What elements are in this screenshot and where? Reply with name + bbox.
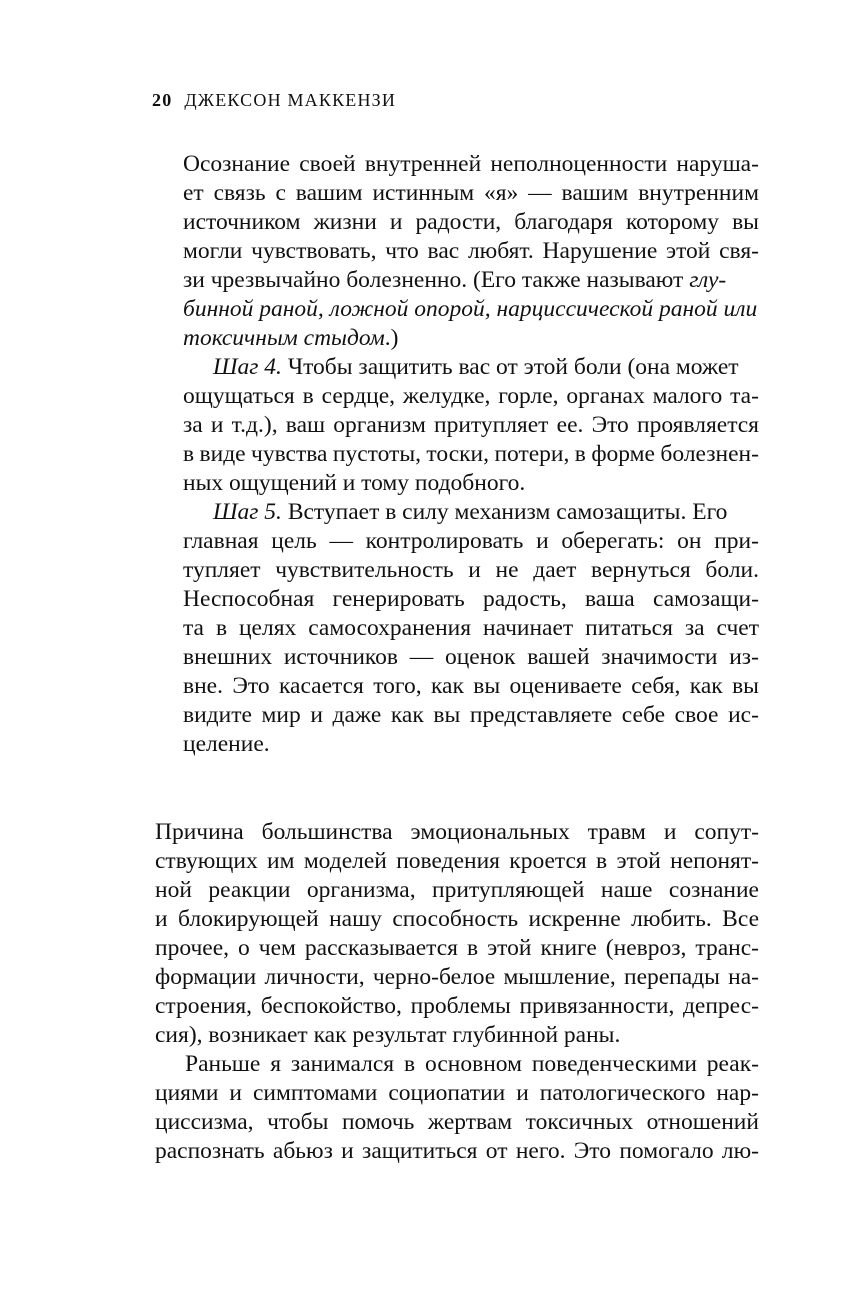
word: в: [466, 935, 479, 961]
word: чувства: [251, 441, 328, 467]
word: своей: [299, 151, 356, 177]
word: —: [528, 180, 552, 206]
word: Осознание: [183, 151, 291, 177]
word: ее.: [556, 412, 584, 438]
word: истинным: [372, 180, 475, 206]
word: вернуться: [591, 557, 691, 583]
word: транс-: [695, 935, 759, 961]
word: кроется: [509, 848, 587, 874]
word: нашу: [329, 906, 382, 932]
text-line: токсичным стыдом.): [183, 325, 399, 351]
word: жизни: [313, 209, 377, 235]
word: потери,: [494, 441, 570, 467]
word: строения,: [155, 993, 253, 1019]
word: непонят-: [670, 848, 759, 874]
word: циями: [155, 1080, 219, 1106]
word: прочее,: [155, 935, 230, 961]
word: социопатии: [388, 1080, 506, 1106]
word: в: [404, 1051, 416, 1077]
word: касается: [278, 673, 364, 699]
word: занимался: [290, 1051, 395, 1077]
author-name: ДЖЕКСОН МАККЕНЗИ: [184, 90, 397, 110]
word: притупляет: [434, 412, 549, 438]
word: перепады: [624, 964, 720, 990]
word: ваша: [584, 586, 635, 612]
word: и: [389, 209, 403, 235]
word: реакции: [208, 877, 291, 903]
word: распознать: [155, 1138, 265, 1164]
word: на-: [728, 964, 759, 990]
word: помочь: [341, 1109, 415, 1135]
word: травм: [587, 819, 646, 845]
word: реак-: [706, 1051, 759, 1077]
word: и: [210, 412, 224, 438]
word: токсичных: [525, 1109, 634, 1135]
running-header: [152, 90, 396, 111]
word: депрес-: [682, 993, 759, 1019]
word: чтобы: [267, 1109, 329, 1135]
word: вы: [732, 209, 759, 235]
word: главная: [183, 528, 259, 554]
word: в: [183, 441, 195, 467]
word: сознание: [668, 877, 759, 903]
word: вашим: [295, 180, 363, 206]
word: циссизма,: [155, 1109, 254, 1135]
word: начинает: [483, 615, 574, 641]
word: тупляет: [183, 557, 261, 583]
word: организма,: [306, 877, 416, 903]
text-line: [155, 934, 759, 963]
text-line: [183, 614, 759, 643]
word: оберегать:: [561, 528, 665, 554]
text-line: [183, 150, 759, 179]
word: поведенческими: [531, 1051, 697, 1077]
word: Причина: [155, 819, 244, 845]
word: оценок: [444, 644, 516, 670]
word: любят.: [467, 238, 534, 264]
word: мышление,: [503, 964, 616, 990]
word: горле,: [498, 383, 559, 409]
word: блокирующей: [177, 906, 319, 932]
word: ет: [183, 180, 204, 206]
word: в: [574, 441, 586, 467]
word: притупляющей: [432, 877, 585, 903]
word: того,: [373, 673, 422, 699]
word: этой: [666, 238, 711, 264]
word: этой: [487, 935, 532, 961]
text-line: [155, 876, 759, 905]
word: и: [516, 1080, 529, 1106]
word: форме: [591, 441, 655, 467]
word: нар-: [716, 1080, 759, 1106]
word: та-: [730, 383, 759, 409]
word: сердце,: [321, 383, 396, 409]
text-line: [183, 382, 759, 411]
word: дает: [533, 557, 577, 583]
text-line: [155, 963, 759, 992]
word: органах: [566, 383, 645, 409]
text-line: [155, 905, 759, 934]
word: при-: [714, 528, 759, 554]
word: симптомами: [253, 1080, 378, 1106]
word: и: [310, 702, 323, 728]
word: оцениваете: [509, 673, 622, 699]
word: —: [329, 528, 353, 554]
word: пустоты,: [332, 441, 421, 467]
word: себе: [621, 702, 666, 728]
word: благодаря: [514, 209, 613, 235]
word: та: [183, 615, 204, 641]
word: вне.: [183, 673, 223, 699]
word: внешних: [183, 644, 273, 670]
word: т.д.),: [231, 412, 278, 438]
word: внутренним: [638, 180, 759, 206]
word: вы: [433, 702, 461, 728]
text-line: [183, 411, 759, 440]
word: защититься: [362, 1138, 478, 1164]
word: «я»: [483, 180, 519, 206]
word: видите: [183, 702, 252, 728]
text-line: [183, 440, 759, 469]
word: питаться: [585, 615, 673, 641]
word: в: [215, 615, 228, 641]
word: ной: [155, 877, 192, 903]
word: источником: [183, 209, 301, 235]
text-line: [183, 585, 759, 614]
text-line: целение.: [183, 731, 270, 757]
word: о: [238, 935, 250, 961]
word: ваш: [285, 412, 326, 438]
word: в: [302, 383, 314, 409]
word: вас: [427, 238, 460, 264]
word: сопут-: [694, 819, 759, 845]
word: как: [430, 673, 464, 699]
word: ощущаться: [183, 383, 295, 409]
word: Все: [722, 906, 759, 932]
word: книге: [540, 935, 597, 961]
word: из-: [729, 644, 759, 670]
word: Это: [591, 412, 629, 438]
word: Это: [232, 673, 270, 699]
word: чувствительность: [275, 557, 454, 583]
word: связь: [213, 180, 266, 206]
text-line: [183, 179, 759, 208]
word: и: [229, 1080, 242, 1106]
word: он: [677, 528, 702, 554]
word: большинства: [261, 819, 393, 845]
word: ствующих: [155, 848, 258, 874]
word: могли: [183, 238, 243, 264]
text-line: сия), возникает как результат глубинной раны.: [155, 1022, 621, 1048]
word: патологического: [539, 1080, 706, 1106]
text-line: [155, 847, 759, 876]
italic-term: глу-: [689, 267, 727, 293]
word: ис-: [728, 702, 759, 728]
word: и: [468, 557, 481, 583]
word: чувствовать,: [251, 238, 377, 264]
word: моделей: [303, 848, 387, 874]
word: беспокойство,: [260, 993, 402, 1019]
word: абьюз: [272, 1138, 333, 1164]
word: жертвам: [427, 1109, 513, 1135]
step-label: Шаг 5.: [213, 499, 282, 525]
word: формации: [155, 964, 257, 990]
word: радости,: [415, 209, 502, 235]
text-line: [155, 818, 759, 847]
italic-term: бинной раной, ложной опорой, нарциссической раной или: [183, 296, 758, 322]
word: свя-: [719, 238, 759, 264]
word: представляете: [469, 702, 613, 728]
word: проблемы: [410, 993, 511, 1019]
word: с: [275, 180, 286, 206]
word: значимости: [601, 644, 718, 670]
word: помогало: [619, 1138, 714, 1164]
word: отношений: [646, 1109, 759, 1135]
word: способность: [392, 906, 519, 932]
word: и: [663, 819, 677, 845]
italic-term: токсичным стыдом: [183, 325, 385, 351]
word: Нарушение: [542, 238, 658, 264]
word: как: [390, 702, 424, 728]
text-line: зи чрезвычайно болезненно. (Его также называют глу-: [183, 267, 727, 293]
step-label: Шаг 4.: [213, 354, 282, 380]
text-line: [183, 643, 759, 672]
word: тоски,: [426, 441, 490, 467]
word: которому: [625, 209, 719, 235]
word: наше: [600, 877, 653, 903]
word: неполноценности: [490, 151, 668, 177]
word: и: [155, 906, 168, 932]
word: как: [689, 673, 723, 699]
word: вашей: [527, 644, 590, 670]
word: эмоциональных: [410, 819, 570, 845]
word: контролировать: [365, 528, 524, 554]
word: любить.: [631, 906, 712, 932]
word: личности,: [264, 964, 365, 990]
page-number: 20: [152, 90, 173, 110]
word: что: [385, 238, 419, 264]
word: и: [341, 1138, 354, 1164]
word: болезнен-: [660, 441, 759, 467]
word: Неспособная: [183, 586, 315, 612]
word: за: [684, 615, 705, 641]
word: лю-: [721, 1138, 759, 1164]
word: мир: [261, 702, 301, 728]
word: от: [485, 1138, 508, 1164]
word: и: [536, 528, 549, 554]
word: Это: [573, 1138, 612, 1164]
text-line: Шаг 5. Вступает в силу механизм самозащиты. Его: [213, 499, 728, 525]
word: свое: [674, 702, 719, 728]
word: им: [267, 848, 295, 874]
word: радость,: [482, 586, 567, 612]
word: я: [270, 1051, 282, 1077]
word: проявляется: [637, 412, 759, 438]
word: за: [183, 412, 203, 438]
word: целях: [238, 615, 297, 641]
word: чем: [258, 935, 296, 961]
word: самозащи-: [652, 586, 759, 612]
word: организм: [333, 412, 426, 438]
word: не: [495, 557, 519, 583]
word: искренне: [528, 906, 621, 932]
word: малого: [652, 383, 723, 409]
word: цель: [271, 528, 317, 554]
word: основном: [425, 1051, 522, 1077]
text-line: ных ощущений и тому подобного.: [183, 470, 526, 496]
word: генерировать: [332, 586, 465, 612]
word: боли.: [705, 557, 759, 583]
word: наруша-: [676, 151, 759, 177]
text-line: [183, 701, 759, 730]
text-line: [183, 237, 759, 266]
text-line: [155, 1079, 759, 1108]
word: источников: [283, 644, 398, 670]
text-line: [183, 527, 759, 556]
text-line: Шаг 4. Чтобы защитить вас от этой боли (она может: [213, 354, 739, 380]
text-line: [185, 1050, 759, 1079]
text-line: [183, 295, 757, 324]
word: (невроз,: [605, 935, 687, 961]
word: —: [409, 644, 434, 670]
text-line: [183, 672, 759, 701]
word: самосохранения: [308, 615, 472, 641]
word: даже: [332, 702, 382, 728]
text-line: [155, 1108, 759, 1137]
word: себя,: [631, 673, 681, 699]
text-line: [183, 556, 759, 585]
word: вашим: [561, 180, 629, 206]
word: счет: [716, 615, 759, 641]
word: привязанности,: [519, 993, 675, 1019]
word: вы: [473, 673, 501, 699]
word: в: [596, 848, 608, 874]
word: Раньше: [185, 1051, 261, 1077]
word: этой: [616, 848, 661, 874]
word: вы: [732, 673, 759, 699]
word: рассказывается: [304, 935, 458, 961]
word: поведения: [396, 848, 500, 874]
text-line: [183, 208, 759, 237]
word: виде: [199, 441, 246, 467]
word: желудке,: [402, 383, 491, 409]
text-line: [155, 992, 759, 1021]
text-line: [155, 1137, 759, 1166]
word: внутренней: [364, 151, 482, 177]
word: него.: [515, 1138, 566, 1164]
word: черно-белое: [372, 964, 496, 990]
